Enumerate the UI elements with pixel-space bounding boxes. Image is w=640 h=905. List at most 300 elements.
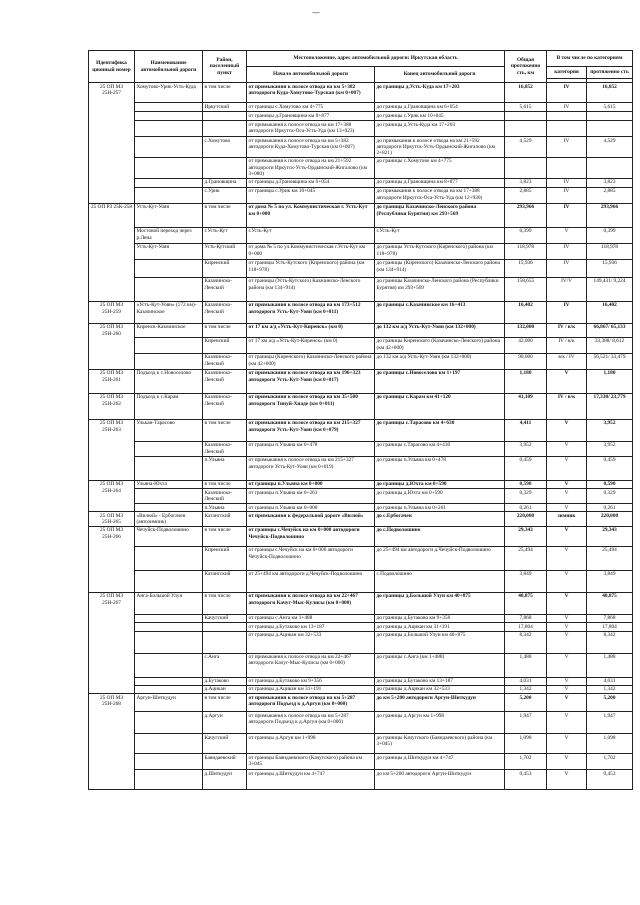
road-start-cell: от примыкания к полосе отвода на км 5+287 автодороги Подъезд к д.Аргун (км 0+000): [247, 694, 375, 712]
total-length-cell: 0,329: [505, 489, 547, 504]
table-row: [89, 157, 633, 178]
category-length-cell: 3,952: [587, 419, 633, 441]
road-start-cell: от дома № 5 по ул.Коммунистическая г.Усть-Кут км 0+000: [247, 243, 375, 259]
road-end-cell: до границы д.Ацикан км 32+533: [375, 685, 505, 693]
category-cell: V: [547, 227, 587, 243]
category-cell: IV: [547, 301, 587, 323]
total-length-cell: 3,849: [505, 570, 547, 592]
road-id-cell: 25 ОП МЗ 25Н-265: [89, 512, 135, 527]
category-length-cell: 17,804: [587, 623, 633, 631]
district-cell: [203, 112, 247, 121]
category-length-cell: [587, 121, 633, 137]
road-name-cell: Улькан-Тарасово: [135, 419, 203, 441]
district-cell: д.Аргун: [203, 712, 247, 734]
category-cell: [547, 157, 587, 178]
road-name-cell: [135, 121, 203, 137]
total-length-cell: 3,952: [505, 441, 547, 456]
road-name-cell: Киренск-Казачинское: [135, 323, 203, 337]
table-row: [89, 112, 633, 121]
road-name-cell: [135, 614, 203, 622]
category-length-cell: 220,000: [587, 512, 633, 527]
road-register-table: [88, 50, 633, 790]
category-length-cell: 25,494: [587, 546, 633, 570]
header-category-group: В том числе по категориям: [547, 51, 633, 67]
road-name-cell: Подъезд к с.Карам: [135, 393, 203, 419]
district-cell: Казачинско-Ленский: [203, 393, 247, 419]
table-row: [89, 734, 633, 754]
road-name-cell: [135, 685, 203, 693]
road-start-cell: от примыкания к полосе отвода на км 173+512 автодороги Усть-Кут-Уоян (км 0+011): [247, 301, 375, 323]
road-name-cell: [135, 712, 203, 734]
road-start-cell: от 25+494 км автодороги д.Чечуйск-Подволошино: [247, 570, 375, 592]
road-name-cell: Усть-Кут-Уоян: [135, 203, 203, 227]
road-start-cell: от примыкания к полосе отвода на км 22+467 автодороги Качуг-Мыс-Кулисы (км 0+000): [247, 653, 375, 677]
category-cell: V: [547, 734, 587, 754]
road-end-cell: до км 5+200 автодороги Аргун-Шиткудун: [375, 770, 505, 790]
category-length-cell: 0,399: [587, 227, 633, 243]
road-start-cell: от границы п.Ульяна км 0+261: [247, 489, 375, 504]
category-cell: V: [547, 369, 587, 393]
district-cell: Киренский: [203, 546, 247, 570]
road-start-cell: от границы д.Ацикан км 32+533: [247, 631, 375, 653]
road-end-cell: до примыкания к полосе отвода на км 21+592 автодороги Иркутск-Усть-Ордынский-Жигалово (км 2+821): [375, 137, 505, 158]
district-cell: п.Ульяна: [203, 456, 247, 480]
table-header: [89, 51, 633, 83]
total-length-cell: 16,402: [505, 301, 547, 323]
category-length-cell: 5,615: [587, 103, 633, 112]
total-length-cell: 40,875: [505, 592, 547, 614]
category-cell: V: [547, 653, 587, 677]
table-row: [89, 243, 633, 259]
total-length-cell: 1,947: [505, 712, 547, 734]
road-name-cell: [135, 504, 203, 512]
district-cell: [203, 157, 247, 178]
table-row: [89, 631, 633, 653]
category-cell: V: [547, 504, 587, 512]
district-cell: Казачинско-Ленский: [203, 369, 247, 393]
district-cell: [203, 623, 247, 631]
category-length-cell: 149,431/ 9,224: [587, 277, 633, 301]
road-start-cell: от границы д.Шиткудун км 4+747: [247, 770, 375, 790]
header-location: Местоположение, адрес автомобильной дороги: Иркутская область: [247, 51, 505, 67]
category-length-cell: 3,823: [587, 178, 633, 187]
total-length-cell: 3,823: [505, 178, 547, 187]
page-top-mark: —: [312, 8, 320, 17]
header-end: Конец автомобильной дороги: [375, 67, 505, 83]
category-cell: V: [547, 754, 587, 770]
header-sub-length: протяженно сть: [587, 67, 633, 79]
district-cell: д.Шиткудун: [203, 770, 247, 790]
road-start-cell: от 17 км а/д «Усть-Кут-Киренск» (км 0): [247, 323, 375, 337]
road-name-cell: Мостовой переход через р.Лена: [135, 227, 203, 243]
road-id-cell: 25 ОП МЗ 25Н-264: [89, 480, 135, 512]
total-length-cell: 1,702: [505, 754, 547, 770]
table-row: [89, 754, 633, 770]
category-cell: V: [547, 712, 587, 734]
category-cell: V: [547, 570, 587, 592]
road-end-cell: до границы д.Усть-Куда км 17+203: [375, 83, 505, 103]
category-length-cell: [587, 157, 633, 178]
total-length-cell: 118,978: [505, 243, 547, 259]
road-start-cell: от 17 км а/д «Усть-Кут-Киренск» (км 0): [247, 337, 375, 353]
category-length-cell: 2,885: [587, 187, 633, 203]
road-start-cell: от границы с.Урик км 10+045: [247, 187, 375, 203]
road-id-cell: 25 ОП МЗ 25Н-266: [89, 526, 135, 592]
road-end-cell: до примыкания к полосе отвода на км 17+388 автодороги Иркутск-Оса-Усть-Уда (км 12+930): [375, 187, 505, 203]
district-cell: Киренский: [203, 337, 247, 353]
road-end-cell: до границы с.Тарасово км 4+630: [375, 419, 505, 441]
district-cell: в том числе: [203, 526, 247, 546]
header-category: категория: [547, 67, 587, 79]
road-id-cell: 25 ОП МЗ 25Н-267: [89, 592, 135, 693]
road-start-cell: от границы д.Грановщина км 8+877: [247, 112, 375, 121]
total-length-cell: 7,868: [505, 614, 547, 622]
road-name-cell: [135, 456, 203, 480]
table-row: [89, 480, 633, 488]
road-name-cell: [135, 157, 203, 178]
road-end-cell: до границы Усть-Кутского (Киренского) района (км 118+978): [375, 243, 505, 259]
district-cell: Казачинско-Ленский: [203, 301, 247, 323]
road-id-cell: 25 ОП МЗ 25Н-259: [89, 301, 135, 323]
road-name-cell: [135, 734, 203, 754]
road-end-cell: до границы д.Аргун км 1+998: [375, 712, 505, 734]
road-name-cell: [135, 337, 203, 353]
total-length-cell: 17,804: [505, 623, 547, 631]
table-row: [89, 323, 633, 337]
road-name-cell: [135, 489, 203, 504]
district-cell: [203, 631, 247, 653]
category-length-cell: 1,098: [587, 734, 633, 754]
road-start-cell: от дома № 5 по ул. Коммунистическая г. Усть-Кут км 0+000: [247, 203, 375, 227]
road-name-cell: [135, 754, 203, 770]
road-name-cell: Усть-Кут-Уоян: [135, 243, 203, 259]
category-cell: зимник: [547, 512, 587, 527]
district-cell: Катангский: [203, 512, 247, 527]
table-row: [89, 337, 633, 353]
table-row: [89, 419, 633, 441]
total-length-cell: 0,453: [505, 770, 547, 790]
table-row: [89, 712, 633, 734]
table-row: [89, 653, 633, 677]
total-length-cell: 29,343: [505, 526, 547, 546]
header-id: Идентифика ционный номер: [89, 51, 135, 83]
district-cell: Иркутский: [203, 103, 247, 112]
category-length-cell: [587, 112, 633, 121]
road-end-cell: г.Усть-Кут: [375, 227, 505, 243]
category-length-cell: 16,852: [587, 83, 633, 103]
category-length-cell: 56,521/ 33,479: [587, 353, 633, 369]
road-name-cell: [135, 103, 203, 112]
total-length-cell: 5,615: [505, 103, 547, 112]
category-cell: IV: [547, 203, 587, 227]
table-row: [89, 301, 633, 323]
road-end-cell: до границы д.Большой Улун км 40+875: [375, 592, 505, 614]
district-cell: Казачинско-Ленский: [203, 489, 247, 504]
road-name-cell: [135, 770, 203, 790]
district-cell: Катангский: [203, 570, 247, 592]
category-cell: V: [547, 419, 587, 441]
category-length-cell: 1,702: [587, 754, 633, 770]
road-name-cell: [135, 623, 203, 631]
category-cell: V: [547, 526, 587, 546]
table-row: [89, 512, 633, 527]
road-name-cell: [135, 178, 203, 187]
road-start-cell: от границы д.Бутаково км 9+356: [247, 677, 375, 685]
road-name-cell: [135, 631, 203, 653]
district-cell: Киренский: [203, 259, 247, 277]
table-row: [89, 677, 633, 685]
table-row: [89, 614, 633, 622]
category-length-cell: 4,529: [587, 137, 633, 158]
road-start-cell: от границы с.Анга км 1+488: [247, 614, 375, 622]
road-name-cell: «Вилюй» - Ербогачен (автозимник): [135, 512, 203, 527]
district-cell: Казачинско-Ленский: [203, 353, 247, 369]
road-start-cell: от примыкания к полосе отвода на км 21+592 автодороги Иркутск-Усть-Ордынский-Жигалово (км 3+080): [247, 157, 375, 178]
road-name-cell: [135, 353, 203, 369]
district-cell: д.Грановщина: [203, 178, 247, 187]
category-cell: IV/V: [547, 277, 587, 301]
category-length-cell: 0,453: [587, 770, 633, 790]
category-cell: IV / в/к: [547, 393, 587, 419]
category-length-cell: 15,936: [587, 259, 633, 277]
total-length-cell: 15,936: [505, 259, 547, 277]
road-start-cell: от границы п.Ульяна км 0+000: [247, 480, 375, 488]
road-end-cell: до границы с.Урик км 10+045: [375, 112, 505, 121]
total-length-cell: [505, 121, 547, 137]
road-end-cell: до границы с.Анга (км 1+488): [375, 653, 505, 677]
road-name-cell: [135, 112, 203, 121]
district-cell: в том числе: [203, 480, 247, 488]
road-end-cell: до границы д.Юхта км 0+590: [375, 489, 505, 504]
total-length-cell: 1,342: [505, 685, 547, 693]
road-name-cell: Хомутово-Урик-Усть-Куда: [135, 83, 203, 103]
road-start-cell: от примыкания к полосе отвода на км 22+467 автодороги Качуг-Мыс-Кулисы (км 0+000): [247, 592, 375, 614]
category-cell: IV: [547, 243, 587, 259]
district-cell: д.Ацикан: [203, 685, 247, 693]
road-start-cell: от границы Усть-Кутского (Киренского) района (км 118+978): [247, 259, 375, 277]
category-cell: V: [547, 677, 587, 685]
road-id-cell: 25 ОП РЗ 25К-258: [89, 203, 135, 301]
road-start-cell: от границы с.Чечуйск на км 0+000 автодороги Чечуйск-Подволошино: [247, 526, 375, 546]
district-cell: г.Усть-Кут: [203, 227, 247, 243]
road-end-cell: до с.Подволошино: [375, 526, 505, 546]
table-row: [89, 694, 633, 712]
total-length-cell: 16,852: [505, 83, 547, 103]
table-row: [89, 456, 633, 480]
road-name-cell: Чечуйск-Подволошино: [135, 526, 203, 546]
category-length-cell: 4,031: [587, 677, 633, 685]
road-name-cell: [135, 570, 203, 592]
road-end-cell: до границы д.Усть-Куда км 17+203: [375, 121, 505, 137]
road-end-cell: до границы с.Хомутово км 4+775: [375, 157, 505, 178]
road-end-cell: до границы п.Ульяна км 0+478: [375, 456, 505, 480]
road-start-cell: от границы д.Аргун км 1+998: [247, 734, 375, 754]
category-cell: IV: [547, 259, 587, 277]
total-length-cell: 0,399: [505, 227, 547, 243]
road-name-cell: Анга-Большой Улун: [135, 592, 203, 614]
category-cell: V: [547, 592, 587, 614]
road-end-cell: до границы с.Тарасово км 4+430: [375, 441, 505, 456]
total-length-cell: 8,342: [505, 631, 547, 653]
table-row: [89, 504, 633, 512]
road-name-cell: Аргун-Шиткудун: [135, 694, 203, 712]
road-id-cell: 25 ОП МЗ 25Н-260: [89, 323, 135, 369]
category-cell: V: [547, 546, 587, 570]
table-row: [89, 187, 633, 203]
table-row: [89, 203, 633, 227]
road-end-cell: до границы Казачинско-Ленского района (Республики Бурятия) км 293+569: [375, 203, 505, 227]
total-length-cell: 132,000: [505, 323, 547, 337]
category-cell: V: [547, 685, 587, 693]
district-cell: п.Ульяна: [203, 504, 247, 512]
table-row: [89, 770, 633, 790]
road-end-cell: до км 5+200 автодороги Аргун-Шиткудун: [375, 694, 505, 712]
header-district: Район, населенный пункт: [203, 51, 247, 83]
category-length-cell: 3,849: [587, 570, 633, 592]
total-length-cell: 25,494: [505, 546, 547, 570]
district-cell: Качугский: [203, 614, 247, 622]
road-start-cell: от примыкания к полосе отвода на км 196+323 автодороги Усть-Кут-Уоян (км 0+017): [247, 369, 375, 393]
category-cell: IV / в/к: [547, 323, 587, 337]
road-name-cell: [135, 653, 203, 677]
category-length-cell: 0,261: [587, 504, 633, 512]
road-name-cell: [135, 259, 203, 277]
district-cell: Усть-Кутский: [203, 243, 247, 259]
category-length-cell: 33,388/ 8,612: [587, 337, 633, 353]
table-row: [89, 623, 633, 631]
district-cell: [203, 121, 247, 137]
header-length: Общая протяженно сть, км: [505, 51, 547, 83]
total-length-cell: 4,529: [505, 137, 547, 158]
total-length-cell: 158,655: [505, 277, 547, 301]
road-name-cell: Подъезд к с.Новоселово: [135, 369, 203, 393]
district-cell: в том числе: [203, 203, 247, 227]
table-row: [89, 137, 633, 158]
category-length-cell: 66,867/ 65,133: [587, 323, 633, 337]
district-cell: в том числе: [203, 694, 247, 712]
road-start-cell: от границы с.Чечуйск на км 0+000 автодороги Чечуйск-Подволошино: [247, 546, 375, 570]
road-start-cell: от примыкания к полосе отвода на км 215+327 автодороги Усть-Кут-Уоян (км 0+079): [247, 419, 375, 441]
table-row: [89, 570, 633, 592]
road-end-cell: до границы с.Казачинское км 16+413: [375, 301, 505, 323]
district-cell: Казачинско-Ленский: [203, 277, 247, 301]
table-row: [89, 685, 633, 693]
category-cell: V: [547, 456, 587, 480]
table-row: [89, 121, 633, 137]
total-length-cell: 90,000: [505, 353, 547, 369]
district-cell: Баяндаевский: [203, 754, 247, 770]
category-length-cell: 29,343: [587, 526, 633, 546]
table-row: [89, 546, 633, 570]
total-length-cell: [505, 157, 547, 178]
table-row: [89, 393, 633, 419]
road-end-cell: до границы с.Новоселово км 1+197: [375, 369, 505, 393]
category-length-cell: 0,329: [587, 489, 633, 504]
road-start-cell: от границы д.Ацикан км 31+191: [247, 685, 375, 693]
road-name-cell: [135, 677, 203, 685]
total-length-cell: 41,109: [505, 393, 547, 419]
road-id-cell: 25 ОП МЗ 25Н-268: [89, 694, 135, 790]
road-end-cell: до границы д.Юхта км 0+590: [375, 480, 505, 488]
category-length-cell: 0,459: [587, 456, 633, 480]
total-length-cell: 5,200: [505, 694, 547, 712]
road-start-cell: от границы (Киренского) Казачинско-Ленского района (км 42+000): [247, 353, 375, 369]
table-row: [89, 592, 633, 614]
road-end-cell: до границы Качугского (Баяндаевского) района (км 3+045): [375, 734, 505, 754]
category-cell: IV: [547, 83, 587, 103]
road-start-cell: от примыкания к полосе отвода на км 5+382 автодороги Куда-Хомутово-Турская (км 0+007): [247, 83, 375, 103]
road-name-cell: [135, 277, 203, 301]
table-row: [89, 526, 633, 546]
road-end-cell: до границы п.Ульяна км 0+261: [375, 504, 505, 512]
road-name-cell: «Усть-Кут-Уоян» (172 км)-Казачинское: [135, 301, 203, 323]
district-cell: в том числе: [203, 83, 247, 103]
category-length-cell: 17,330/ 23,779: [587, 393, 633, 419]
total-length-cell: 42,000: [505, 337, 547, 353]
total-length-cell: 0,459: [505, 456, 547, 480]
road-start-cell: г.Усть-Кут: [247, 227, 375, 243]
road-id-cell: 25 ОП МЗ 25Н-263: [89, 419, 135, 480]
total-length-cell: 1,098: [505, 734, 547, 754]
district-cell: с.Анга: [203, 653, 247, 677]
category-cell: V: [547, 770, 587, 790]
total-length-cell: 4,031: [505, 677, 547, 685]
road-id-cell: 25 ОП МЗ 25Н-262: [89, 393, 135, 419]
category-cell: V: [547, 694, 587, 712]
category-length-cell: 3,952: [587, 441, 633, 456]
category-length-cell: 7,868: [587, 614, 633, 622]
road-start-cell: от границы п.Ульяна км 0+478: [247, 441, 375, 456]
road-end-cell: до границы д.Бутаково км 13+187: [375, 677, 505, 685]
road-end-cell: до 132 км а/д Усть-Кут-Уоян (км 132+000): [375, 323, 505, 337]
category-length-cell: 1,947: [587, 712, 633, 734]
road-start-cell: от границы д.Грановщина км 6+054: [247, 178, 375, 187]
category-cell: IV: [547, 178, 587, 187]
table-row: [89, 353, 633, 369]
total-length-cell: 4,411: [505, 419, 547, 441]
category-length-cell: 118,978: [587, 243, 633, 259]
category-cell: V: [547, 623, 587, 631]
road-end-cell: до границы д.Большой Улун км 40+875: [375, 631, 505, 653]
header-start: Начало автомобильной дороги: [247, 67, 375, 83]
district-cell: с.Урик: [203, 187, 247, 203]
category-cell: V: [547, 631, 587, 653]
district-cell: в том числе: [203, 323, 247, 337]
category-cell: V: [547, 489, 587, 504]
district-cell: Качугский: [203, 734, 247, 754]
road-name-cell: [135, 546, 203, 570]
category-cell: IV: [547, 137, 587, 158]
table-row: [89, 83, 633, 103]
road-start-cell: от примыкания к полосе отвода на км 215+327 автодороги Усть-Кут-Уоян (км 0+019): [247, 456, 375, 480]
road-start-cell: от примыкания к полосе отвода на км 17+388 автодороги Иркутск-Оса-Усть-Уда (км 13+023): [247, 121, 375, 137]
road-end-cell: с.Подволошино: [375, 570, 505, 592]
category-length-cell: 1,180: [587, 369, 633, 393]
road-start-cell: от границы д.Бутаково км 13+187: [247, 623, 375, 631]
total-length-cell: 1,488: [505, 653, 547, 677]
total-length-cell: 2,885: [505, 187, 547, 203]
total-length-cell: 0,261: [505, 504, 547, 512]
category-cell: IV: [547, 103, 587, 112]
road-end-cell: до границы Казачинско-Ленского района (Республики Бурятия) км 293+569: [375, 277, 505, 301]
road-name-cell: [135, 441, 203, 456]
road-end-cell: до границы д.Шиткудун км 4+747: [375, 754, 505, 770]
district-cell: с.Хомутово: [203, 137, 247, 158]
table-row: [89, 369, 633, 393]
table-row: [89, 227, 633, 243]
category-cell: V: [547, 441, 587, 456]
road-end-cell: до границы с.Карам км 41+120: [375, 393, 505, 419]
